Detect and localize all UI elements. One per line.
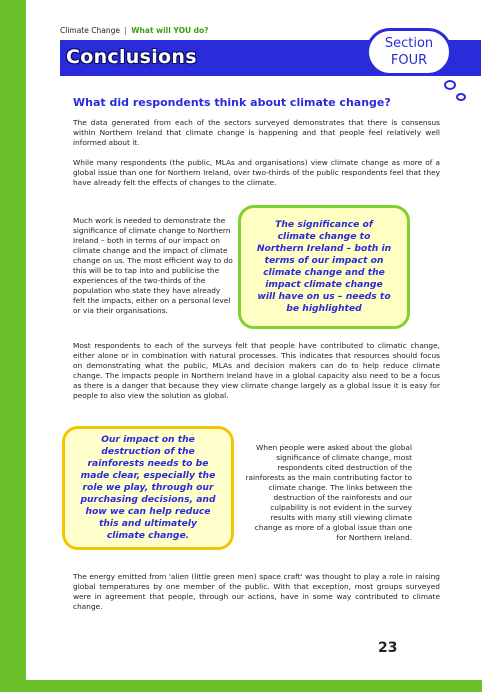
paragraph-consensus: The data generated from each of the sectors surveyed demonstrates that there is consensus within Northern Ireland that climate change is happening and that people feel relatively well informed about it. <box>73 118 440 147</box>
section-number: FOUR <box>390 53 428 68</box>
paragraph-alien: The energy emitted from 'alien (little green men) space craft' was thought to play a role in raising global temperatures by one member of the public. With that exception, most groups surveyed were in agreement that people, through our actions, have in some way contributed to climate change. <box>73 572 440 611</box>
left-green-bar <box>0 0 26 692</box>
thought-bubble-dot <box>456 93 466 101</box>
page-title: Conclusions <box>66 46 197 68</box>
header-topic: Climate Change <box>60 26 120 35</box>
section-heading: What did respondents think about climate change? <box>73 96 391 109</box>
callout-significance <box>238 205 410 329</box>
section-badge <box>366 28 452 76</box>
bottom-green-bar <box>0 680 482 692</box>
running-header <box>60 26 209 35</box>
section-label: Section <box>384 36 434 51</box>
callout-rainforests <box>62 426 234 550</box>
paragraph-work-needed: Much work is needed to demonstrate the significance of climate change to Northern Ireland – both in terms of our impact on climate change and the impact of climate change on us. The most efficient way to do this will be to tap into and publicise the experiences of the two-thirds of the population who state they have already felt the impacts, either on a personal level or via their organisations. <box>73 216 233 315</box>
paragraph-rainforests: When people were asked about the global significance of climate change, most respondents cited destruction of the rainforests as the main contributing factor to climate change. The links between the destruction of the rainforests and our culpability is not evident in the survey results with many still viewing climate change as more of a global issue than one for Northern Ireland. <box>245 443 412 542</box>
thought-bubble-dot <box>444 80 456 90</box>
callout-rainforests-text: Our impact on the destruction of the rainforests needs to be made clear, especially the role we play, through our purchasing decisions, and how we can help reduce this and ultimately climate change. <box>80 434 216 541</box>
paragraph-global-issue: While many respondents (the public, MLAs and organisations) view climate change as more of a global issue than one for Northern Ireland, over two-thirds of the public respondents feel that they have already felt the effects of changes to the climate. <box>73 158 440 187</box>
header-separator: | <box>124 26 127 35</box>
page-number: 23 <box>378 640 398 656</box>
paragraph-contribution: Most respondents to each of the surveys felt that people have contributed to climatic change, either alone or in combination with natural processes. This indicates that resources should focus on demonstrating what the public, MLAs and decision makers can do to help reduce climate change. The impacts people in Northern Ireland have in a global capacity also need to be a focus as there is a danger that because they view climate change largely as a global issue it is easy for people to also view the solution as global. <box>73 341 440 400</box>
callout-significance-text: The significance of climate change to Northern Ireland – both in terms of our impact on climate change and the impact climate change will have on us – needs to be highlighted <box>256 219 392 314</box>
header-subtopic: What will YOU do? <box>131 26 209 35</box>
